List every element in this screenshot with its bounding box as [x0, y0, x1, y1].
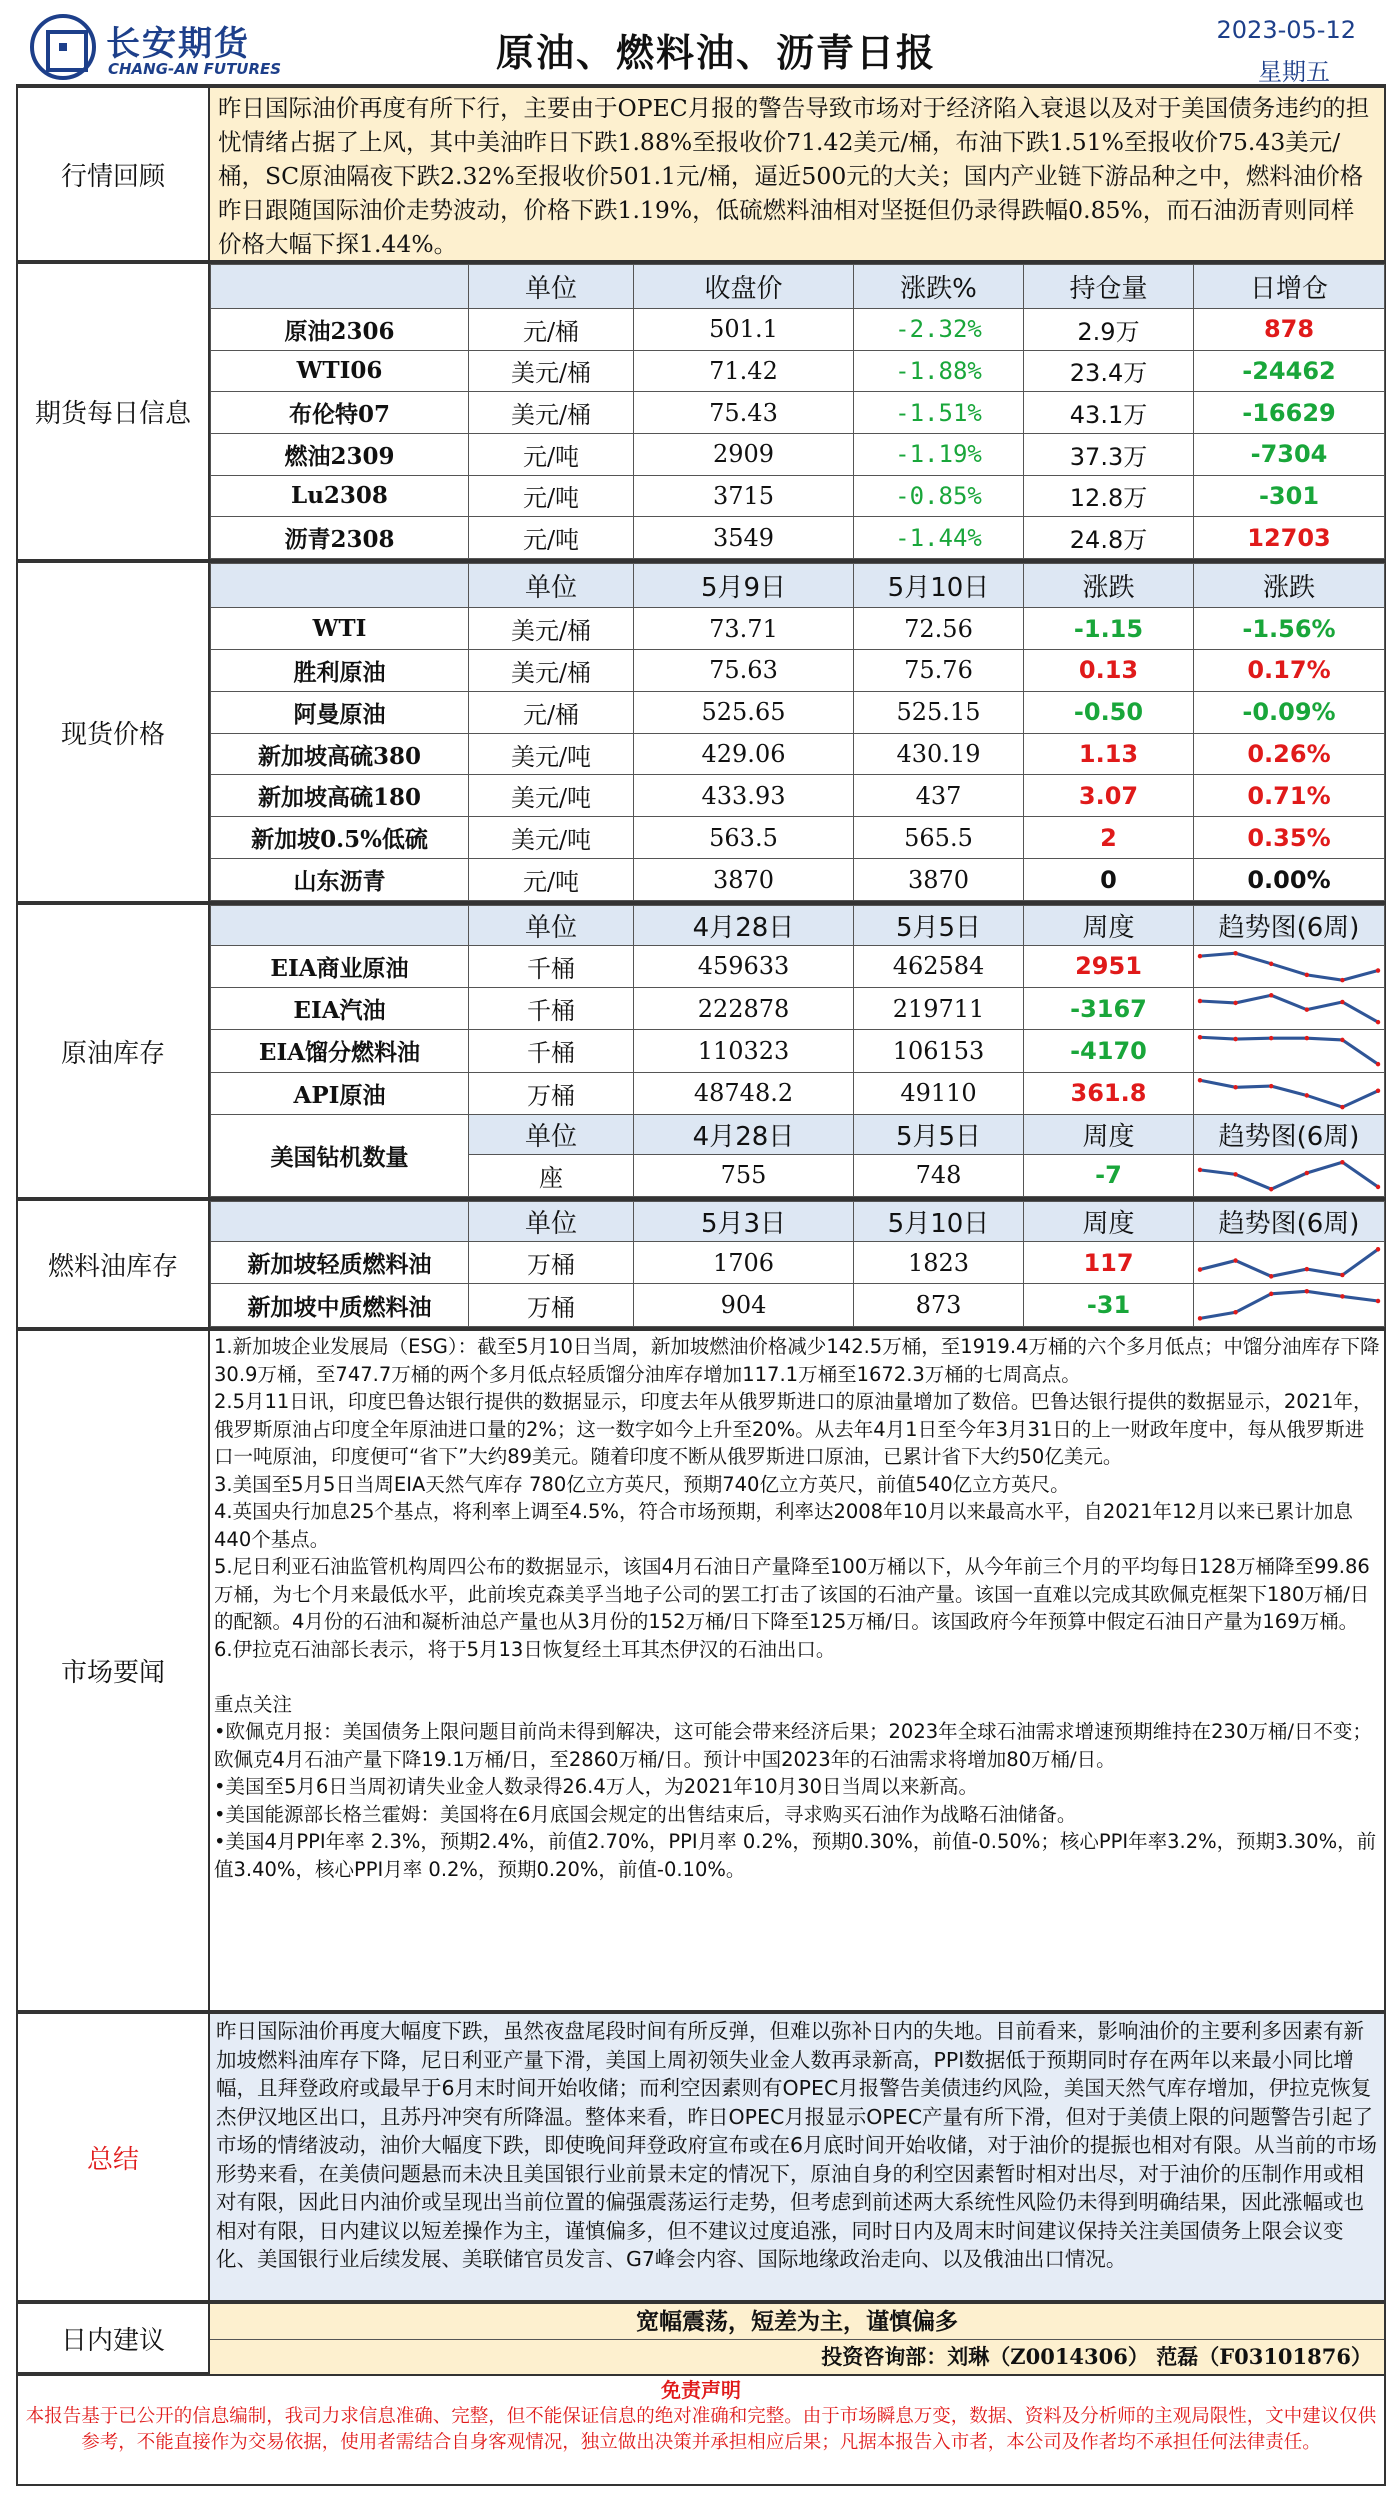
close-cell: 75.43	[634, 392, 854, 434]
trend-line	[1200, 953, 1378, 980]
focus-item: •美国4月PPI年率 2.3%，预期2.4%，前值2.70%，PPI月率 0.2%，预期0.30%，前值-0.50%；核心PPI年率3.2%，预期3.30%，前值3.40%，核心PPI月率 0.2%，预期0.20%，前值-0.10%。	[214, 1830, 1377, 1881]
fuel-header-cell: 趋势图(6周)	[1194, 1202, 1385, 1242]
disclaimer-text: 本报告基于已公开的信息编制，我司力求信息准确、完整，但不能保证信息的绝对准确和完整。由于市场瞬息万变，数据、资料及分析师的主观局限性，文中建议仅供参考，不能直接作为交易依据，使用者需结合自身客观情况，独立做出决策并承担相应后果；凡据本报告入市者，本公司及作者均不承担任何法律责任。	[25, 2406, 1377, 2453]
unit-cell: 千桶	[469, 987, 634, 1029]
intraday-advice-text: 宽幅震荡，短差为主，谨慎偏多	[210, 2304, 1384, 2340]
contract-name: WTI06	[211, 350, 469, 392]
trend-sparkline	[1194, 1155, 1384, 1196]
trend-point	[1376, 1088, 1380, 1093]
trend-point	[1269, 1186, 1273, 1191]
summary-text: 昨日国际油价再度大幅度下跌，虽然夜盘尾段时间有所反弹，但难以弥补日内的失地。目前看来，影响油价的主要利多因素有新加坡燃料油库存下降，尼日利亚产量下滑，美国上周初领失业金人数再录新高，PPI数据低于预期同时存在两年以来最小同比增幅，且拜登政府或最早于6月末时间开始收储；而利空因素则有OPEC月报警告美债违约风险，美国天然气库存增加，伊拉克恢复杰伊汉地区出口，且苏丹冲突有所降温。整体来看，昨日OPEC月报显示OPEC产量有所下滑，但对于美债上限的问题警告引起了市场的情绪波动，油价大幅度下跌，即使晚间拜登政府宣布或在6月底时间开始收储，对于油价的提振也相对有限。从当前的市场形势来看，在美债问题悬而未决且美国银行业前景未定的情况下，原油自身的利空因素暂时相对出尽，对于油价的压制作用或相对有限，因此日内油价或呈现出当前位置的偏强震荡运行走势，但考虑到前述两大系统性风险仍未得到明确结果，因此涨幅或也相对有限，日内建议以短差操作为主，谨慎偏多，但不建议过度追涨，同时日内及周末时间建议保持关注美国债务上限会议变化、美国银行业后续发展、美联储官员发言、G7峰会内容、国际地缘政治走向、以及俄油出口情况。	[210, 2014, 1384, 2300]
market-review-text: 昨日国际油价再度有所下行，主要由于OPEC月报的警告导致市场对于经济陷入衰退以及对于美国债务违约的担忧情绪占据了上风，其中美油昨日下跌1.88%至报收价71.42美元/桶，布油下跌1.51%至报收价75.43美元/桶，SC原油隔夜下跌2.32%至报收价501.1元/桶，逼近500元的大关；国内产业链下游品种之中，燃料油价格昨日跟随国际油价走势波动，价格下跌1.19%，低硫燃料油相对坚挺但仍录得跌幅0.85%，而石油沥青则同样价格大幅下探1.44%。	[210, 88, 1384, 260]
spot-name: 新加坡高硫380	[211, 733, 469, 775]
trend-point	[1198, 1035, 1202, 1040]
trend-point	[1233, 1085, 1237, 1090]
table-row	[211, 608, 1385, 650]
unit-cell: 元/桶	[469, 308, 634, 350]
close-cell: 501.1	[634, 308, 854, 350]
price-day2-cell: 75.76	[854, 649, 1024, 691]
market-news-section	[16, 1329, 1386, 2012]
futures-section	[16, 262, 1386, 561]
change-pct-cell: -1.51%	[854, 392, 1024, 434]
change-cell: 0.13	[1024, 649, 1194, 691]
futures-header-cell: 收盘价	[634, 265, 854, 309]
futures-header-row	[211, 265, 1385, 309]
spot-name: 新加坡0.5%低硫	[211, 817, 469, 859]
trend-point	[1233, 1258, 1237, 1263]
trend-point	[1376, 1299, 1380, 1304]
table-row	[211, 475, 1385, 517]
contract-name: 原油2306	[211, 308, 469, 350]
open-interest-cell: 23.4万	[1024, 350, 1194, 392]
report-weekday: 星期五	[1258, 58, 1330, 86]
analyst-credits: 投资咨询部：刘琳（Z0014306） 范磊（F03101876）	[210, 2340, 1384, 2374]
unit-cell: 美元/桶	[469, 392, 634, 434]
change-pct-cell: 0.35%	[1194, 817, 1385, 859]
change-pct-cell: 0.17%	[1194, 649, 1385, 691]
price-day2-cell: 437	[854, 775, 1024, 817]
futures-header-cell: 日增仓	[1194, 265, 1385, 309]
value-prev-cell: 459633	[634, 945, 854, 987]
price-day1-cell: 73.71	[634, 608, 854, 650]
news-item: 1.新加坡企业发展局（ESG）：截至5月10日当周，新加坡燃油价格减少142.5万桶，至1919.4万桶的六个多月低点；中馏分油库存下降30.9万桶，至747.7万桶的两个多月低点轻质馏分油库存增加117.1万桶至1672.3万桶的七周高点。	[214, 1335, 1380, 1386]
value-prev-cell: 222878	[634, 987, 854, 1029]
unit-cell: 美元/吨	[469, 733, 634, 775]
inventory-name: EIA汽油	[211, 987, 469, 1029]
trend-sparkline	[1194, 1242, 1384, 1284]
close-cell: 71.42	[634, 350, 854, 392]
trend-point	[1198, 999, 1202, 1004]
trend-sparkline-cell	[1194, 1030, 1385, 1072]
value-curr-cell: 873	[854, 1284, 1024, 1327]
price-day2-cell: 525.15	[854, 691, 1024, 733]
trend-sparkline	[1194, 1284, 1384, 1326]
change-cell: 2	[1024, 817, 1194, 859]
trend-point	[1269, 1292, 1273, 1297]
spot-header-cell: 单位	[469, 564, 634, 608]
rig-header-cell: 单位	[469, 1115, 634, 1155]
trend-point	[1269, 1036, 1273, 1041]
table-row	[211, 1072, 1385, 1114]
company-name-cn: 长安期货	[106, 24, 250, 64]
trend-point	[1340, 1294, 1344, 1299]
price-day1-cell: 525.65	[634, 691, 854, 733]
trend-point	[1305, 972, 1309, 977]
price-day1-cell: 3870	[634, 859, 854, 901]
price-day1-cell: 75.63	[634, 649, 854, 691]
unit-cell: 万桶	[469, 1284, 634, 1327]
crude-inventory-section	[16, 903, 1386, 1199]
unit-cell: 元/吨	[469, 517, 634, 559]
trend-sparkline-cell	[1194, 1154, 1385, 1196]
unit-cell: 美元/吨	[469, 817, 634, 859]
spot-name: 阿曼原油	[211, 691, 469, 733]
trend-point	[1198, 1078, 1202, 1083]
fuel-oil-inventory-label: 燃料油库存	[18, 1201, 210, 1327]
inventory-name: EIA馏分燃料油	[211, 1030, 469, 1072]
spot-name: 新加坡高硫180	[211, 775, 469, 817]
price-day2-cell: 430.19	[854, 733, 1024, 775]
unit-cell: 美元/吨	[469, 775, 634, 817]
spot-header-cell: 涨跌	[1024, 564, 1194, 608]
trend-point	[1198, 953, 1202, 958]
trend-point	[1198, 1316, 1202, 1321]
change-pct-cell: 0.00%	[1194, 859, 1385, 901]
trend-point	[1269, 993, 1273, 998]
trend-point	[1340, 1000, 1344, 1005]
trend-point	[1233, 950, 1237, 955]
trend-point	[1305, 1267, 1309, 1272]
unit-cell: 美元/桶	[469, 350, 634, 392]
disclaimer-section	[16, 2374, 1386, 2486]
inventory-header-cell	[211, 906, 469, 946]
trend-sparkline	[1194, 988, 1384, 1029]
table-row	[211, 1241, 1385, 1284]
spot-price-label: 现货价格	[18, 563, 210, 901]
value-prev-cell: 1706	[634, 1241, 854, 1284]
daily-oi-change-cell: -24462	[1194, 350, 1385, 392]
contract-name: 沥青2308	[211, 517, 469, 559]
trend-point	[1305, 1007, 1309, 1012]
change-pct-cell: -0.85%	[854, 475, 1024, 517]
spot-price-section	[16, 561, 1386, 903]
trend-line	[1200, 995, 1378, 1022]
price-day1-cell: 433.93	[634, 775, 854, 817]
fuel-name: 新加坡中质燃料油	[211, 1284, 469, 1327]
unit-cell: 元/吨	[469, 475, 634, 517]
futures-header-cell: 持仓量	[1024, 265, 1194, 309]
trend-point	[1233, 1001, 1237, 1006]
trend-sparkline	[1194, 1073, 1384, 1114]
futures-header-cell: 涨跌%	[854, 265, 1024, 309]
inventory-header-cell: 单位	[469, 906, 634, 946]
unit-cell: 元/吨	[469, 433, 634, 475]
spot-header-row	[211, 564, 1385, 608]
price-day1-cell: 563.5	[634, 817, 854, 859]
inventory-header-cell: 5月5日	[854, 906, 1024, 946]
fuel-header-cell: 周度	[1024, 1202, 1194, 1242]
trend-point	[1269, 1274, 1273, 1279]
rig-header-cell: 周度	[1024, 1115, 1194, 1155]
summary-label: 总结	[18, 2014, 210, 2300]
fuel-header-cell	[211, 1202, 469, 1242]
open-interest-cell: 12.8万	[1024, 475, 1194, 517]
table-row	[211, 1030, 1385, 1072]
table-row	[211, 392, 1385, 434]
trend-line	[1200, 1038, 1378, 1065]
open-interest-cell: 24.8万	[1024, 517, 1194, 559]
value-prev-cell: 110323	[634, 1030, 854, 1072]
table-row	[211, 350, 1385, 392]
contract-name: 布伦特07	[211, 392, 469, 434]
daily-oi-change-cell: 878	[1194, 308, 1385, 350]
trend-point	[1376, 1062, 1380, 1067]
fuel-header-row	[211, 1202, 1385, 1242]
value-curr-cell: 748	[854, 1154, 1024, 1196]
inventory-name: EIA商业原油	[211, 945, 469, 987]
rig-header-row	[211, 1115, 1385, 1155]
trend-sparkline-cell	[1194, 1284, 1385, 1327]
unit-cell: 美元/桶	[469, 608, 634, 650]
trend-line	[1200, 1162, 1378, 1189]
intraday-advice-section	[16, 2302, 1386, 2374]
spot-name: WTI	[211, 608, 469, 650]
summary-section	[16, 2012, 1386, 2302]
open-interest-cell: 37.3万	[1024, 433, 1194, 475]
spot-header-cell: 5月10日	[854, 564, 1024, 608]
trend-point	[1376, 1184, 1380, 1189]
weekly-change-cell: -7	[1024, 1154, 1194, 1196]
value-prev-cell: 48748.2	[634, 1072, 854, 1114]
table-row	[211, 733, 1385, 775]
trend-point	[1269, 961, 1273, 966]
spot-header-cell: 5月9日	[634, 564, 854, 608]
contract-name: 燃油2309	[211, 433, 469, 475]
daily-oi-change-cell: -301	[1194, 475, 1385, 517]
spot-name: 山东沥青	[211, 859, 469, 901]
weekly-change-cell: -3167	[1024, 987, 1194, 1029]
trend-point	[1233, 1037, 1237, 1042]
daily-oi-change-cell: -16629	[1194, 392, 1385, 434]
close-cell: 2909	[634, 433, 854, 475]
table-row	[211, 945, 1385, 987]
close-cell: 3715	[634, 475, 854, 517]
news-item: 3.美国至5月5日当周EIA天然气库存 780亿立方英尺，预期740亿立方英尺，前值540亿立方英尺。	[214, 1472, 1070, 1496]
trend-point	[1340, 1105, 1344, 1110]
spot-price-table	[210, 563, 1385, 901]
price-day2-cell: 72.56	[854, 608, 1024, 650]
daily-oi-change-cell: 12703	[1194, 517, 1385, 559]
news-item: 5.尼日利亚石油监管机构周四公布的数据显示，该国4月石油日产量降至100万桶以下，从今年前三个月的平均每日128万桶降至99.86万桶，为七个月来最低水平，此前埃克森美孚当地子公司的罢工打击了该国的石油产量。该国一直难以完成其欧佩克框架下180万桶/日的配额。4月份的石油和凝析油总产量也从3月份的152万桶/日下降至125万桶/日。该国政府今年预算中假定石油日产量为169万桶。	[214, 1555, 1370, 1633]
open-interest-cell: 43.1万	[1024, 392, 1194, 434]
table-row	[211, 308, 1385, 350]
trend-point	[1340, 1038, 1344, 1043]
trend-point	[1340, 1160, 1344, 1165]
value-curr-cell: 106153	[854, 1030, 1024, 1072]
report-header	[16, 8, 1386, 86]
weekly-change-cell: -31	[1024, 1284, 1194, 1327]
unit-cell: 万桶	[469, 1072, 634, 1114]
trend-point	[1376, 1247, 1380, 1252]
table-row	[211, 817, 1385, 859]
focus-item: •欧佩克月报：美国债务上限问题目前尚未得到解决，这可能会带来经济后果；2023年全球石油需求增速预期维持在230万桶/日不变；欧佩克4月石油产量下降19.1万桶/日，至2860万桶/日。预计中国2023年的石油需求将增加80万桶/日。	[214, 1720, 1372, 1771]
focus-item: •美国至5月6日当周初请失业金人数录得26.4万人，为2021年10月30日当周以来新高。	[214, 1775, 978, 1798]
price-day2-cell: 565.5	[854, 817, 1024, 859]
change-pct-cell: 0.26%	[1194, 733, 1385, 775]
intraday-advice-label: 日内建议	[18, 2304, 210, 2372]
inventory-header-row	[211, 906, 1385, 946]
table-row	[211, 691, 1385, 733]
rig-count-name: 美国钻机数量	[211, 1115, 469, 1197]
fuel-oil-inventory-section	[16, 1199, 1386, 1329]
contract-name: Lu2308	[211, 475, 469, 517]
daily-oi-change-cell: -7304	[1194, 433, 1385, 475]
trend-point	[1340, 1272, 1344, 1277]
table-row	[211, 859, 1385, 901]
trend-sparkline	[1194, 946, 1384, 987]
change-cell: 0	[1024, 859, 1194, 901]
news-item: 6.伊拉克石油部长表示，将于5月13日恢复经土耳其杰伊汉的石油出口。	[214, 1637, 836, 1661]
trend-sparkline-cell	[1194, 1241, 1385, 1284]
futures-table	[210, 264, 1385, 559]
change-pct-cell: -1.44%	[854, 517, 1024, 559]
inventory-header-cell: 趋势图(6周)	[1194, 906, 1385, 946]
trend-sparkline-cell	[1194, 987, 1385, 1029]
trend-sparkline	[1194, 1030, 1384, 1071]
spot-header-cell: 涨跌	[1194, 564, 1385, 608]
crude-inventory-table	[210, 905, 1385, 1197]
trend-line	[1200, 1249, 1378, 1276]
company-logo-icon	[30, 14, 96, 80]
report-title: 原油、燃料油、沥青日报	[495, 31, 936, 75]
change-cell: 1.13	[1024, 733, 1194, 775]
table-row	[211, 649, 1385, 691]
company-name-en: CHANG-AN FUTURES	[108, 60, 282, 78]
market-news-body	[210, 1331, 1384, 1885]
futures-label: 期货每日信息	[18, 264, 210, 559]
table-row	[211, 775, 1385, 817]
value-prev-cell: 755	[634, 1154, 854, 1196]
value-curr-cell: 1823	[854, 1241, 1024, 1284]
value-prev-cell: 904	[634, 1284, 854, 1327]
price-day1-cell: 429.06	[634, 733, 854, 775]
table-row	[211, 517, 1385, 559]
weekly-change-cell: 117	[1024, 1241, 1194, 1284]
spot-header-cell	[211, 564, 469, 608]
change-pct-cell: -0.09%	[1194, 691, 1385, 733]
value-curr-cell: 462584	[854, 945, 1024, 987]
trend-point	[1198, 1267, 1202, 1272]
unit-cell: 千桶	[469, 1030, 634, 1072]
unit-cell: 美元/桶	[469, 649, 634, 691]
open-interest-cell: 2.9万	[1024, 308, 1194, 350]
change-pct-cell: 0.71%	[1194, 775, 1385, 817]
trend-point	[1198, 1167, 1202, 1172]
news-item: 4.英国央行加息25个基点，将利率上调至4.5%，符合市场预期，利率达2008年10月以来最高水平，自2021年12月以来已累计加息440个基点。	[214, 1500, 1353, 1551]
weekly-change-cell: -4170	[1024, 1030, 1194, 1072]
trend-point	[1376, 968, 1380, 973]
change-cell: 3.07	[1024, 775, 1194, 817]
value-curr-cell: 49110	[854, 1072, 1024, 1114]
change-pct-cell: -2.32%	[854, 308, 1024, 350]
close-cell: 3549	[634, 517, 854, 559]
table-row	[211, 1284, 1385, 1327]
unit-cell: 座	[469, 1154, 634, 1196]
change-pct-cell: -1.88%	[854, 350, 1024, 392]
change-cell: -1.15	[1024, 608, 1194, 650]
unit-cell: 千桶	[469, 945, 634, 987]
focus-item: •美国能源部长格兰霍姆：美国将在6月底国会规定的出售结束后，寻求购买石油作为战略石油储备。	[214, 1802, 1077, 1826]
trend-point	[1305, 1036, 1309, 1041]
trend-point	[1305, 1093, 1309, 1098]
futures-header-cell	[211, 265, 469, 309]
trend-point	[1340, 977, 1344, 982]
trend-point	[1305, 1170, 1309, 1175]
rig-header-cell: 4月28日	[634, 1115, 854, 1155]
crude-inventory-label: 原油库存	[18, 905, 210, 1197]
unit-cell: 万桶	[469, 1241, 634, 1284]
fuel-header-cell: 单位	[469, 1202, 634, 1242]
fuel-header-cell: 5月3日	[634, 1202, 854, 1242]
inventory-header-cell: 周度	[1024, 906, 1194, 946]
table-row	[211, 987, 1385, 1029]
spot-name: 胜利原油	[211, 649, 469, 691]
trend-sparkline-cell	[1194, 945, 1385, 987]
trend-point	[1376, 1020, 1380, 1025]
trend-point	[1305, 1289, 1309, 1294]
focus-title: 重点关注	[214, 1692, 293, 1716]
trend-line	[1200, 1292, 1378, 1319]
trend-point	[1233, 1172, 1237, 1177]
fuel-header-cell: 5月10日	[854, 1202, 1024, 1242]
trend-line	[1200, 1080, 1378, 1107]
rig-header-cell: 5月5日	[854, 1115, 1024, 1155]
inventory-header-cell: 4月28日	[634, 906, 854, 946]
market-review-label: 行情回顾	[18, 88, 210, 260]
inventory-name: API原油	[211, 1072, 469, 1114]
unit-cell: 元/桶	[469, 691, 634, 733]
disclaimer-title: 免责声明	[661, 2378, 741, 2402]
value-curr-cell: 219711	[854, 987, 1024, 1029]
fuel-oil-inventory-table	[210, 1201, 1385, 1327]
market-review-section	[16, 86, 1386, 262]
trend-point	[1233, 1310, 1237, 1315]
change-cell: -0.50	[1024, 691, 1194, 733]
market-news-label: 市场要闻	[18, 1331, 210, 2010]
change-pct-cell: -1.56%	[1194, 608, 1385, 650]
table-row	[211, 433, 1385, 475]
trend-sparkline-cell	[1194, 1072, 1385, 1114]
rig-header-cell: 趋势图(6周)	[1194, 1115, 1385, 1155]
futures-header-cell: 单位	[469, 265, 634, 309]
news-item: 2.5月11日讯，印度巴鲁达银行提供的数据显示，印度去年从俄罗斯进口的原油量增加了数倍。巴鲁达银行提供的数据显示，2021年，俄罗斯原油占印度全年原油进口量的2%；这一数字如今上升至20%。从去年4月1日至今年3月31日的上一财政年度中，每从俄罗斯进口一吨原油，印度便可“省下”大约89美元。随着印度不断从俄罗斯进口原油，已累计省下大约50亿美元。	[214, 1390, 1373, 1468]
unit-cell: 元/吨	[469, 859, 634, 901]
fuel-name: 新加坡轻质燃料油	[211, 1241, 469, 1284]
trend-point	[1269, 1083, 1273, 1088]
weekly-change-cell: 2951	[1024, 945, 1194, 987]
report-date: 2023-05-12	[1216, 16, 1356, 44]
weekly-change-cell: 361.8	[1024, 1072, 1194, 1114]
change-pct-cell: -1.19%	[854, 433, 1024, 475]
price-day2-cell: 3870	[854, 859, 1024, 901]
